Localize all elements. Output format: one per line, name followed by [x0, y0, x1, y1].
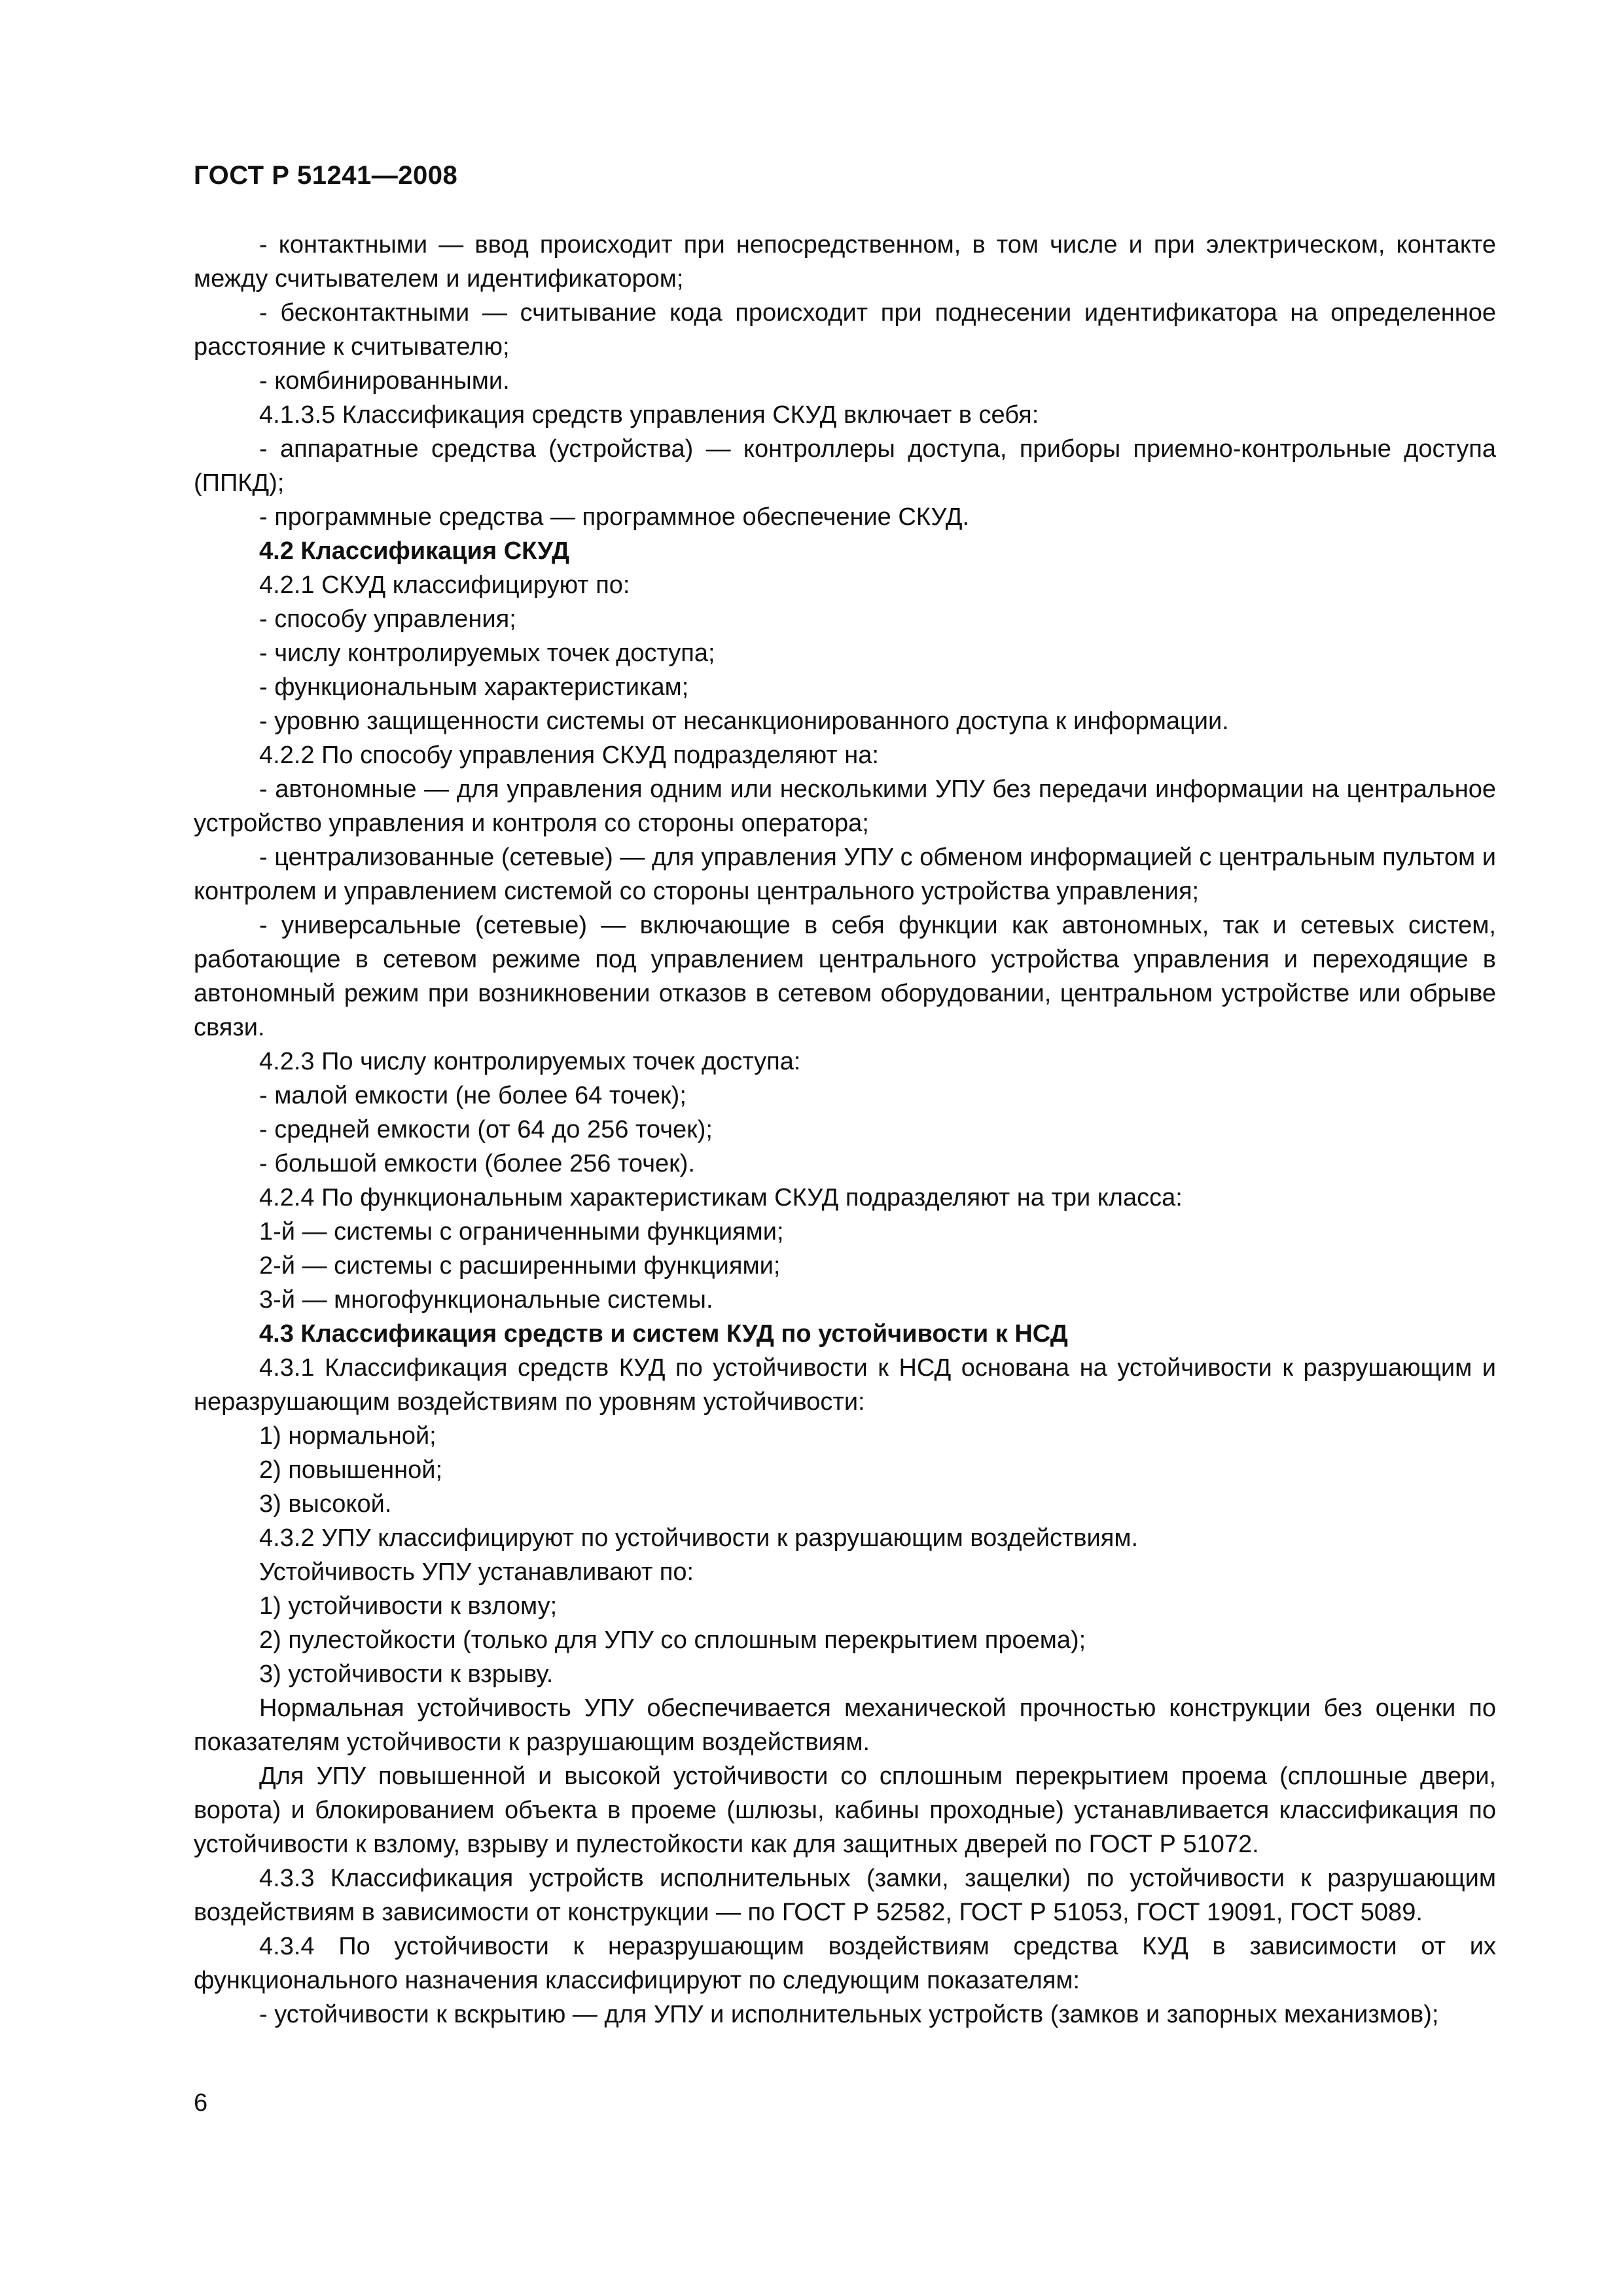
- paragraph: 4.2.3 По числу контролируемых точек доступа:: [259, 1048, 801, 1075]
- paragraph: 3-й — многофункциональные системы.: [259, 1286, 713, 1314]
- paragraph: - бесконтактными — считывание кода происходит при поднесении идентификатора на определенное расстояние к считывателю;: [194, 299, 1496, 361]
- paragraph: Устойчивость УПУ устанавливают по:: [259, 1558, 694, 1586]
- paragraph: - централизованные (сетевые) — для управления УПУ с обменом информацией с центральным пультом и контролем и управлением системой со стороны центрального устройства управления;: [194, 844, 1496, 905]
- paragraph: - малой емкости (не более 64 точек);: [259, 1082, 687, 1109]
- paragraph: - функциональным характеристикам;: [259, 673, 689, 701]
- document-body: [194, 228, 1496, 2032]
- paragraph: 1) устойчивости к взлому;: [259, 1592, 558, 1620]
- document-header: ГОСТ Р 51241—2008: [194, 161, 458, 190]
- paragraph: 4.3.1 Классификация средств КУД по устойчивости к НСД основана на устойчивости к разрушающим и неразрушающим воздействиям по уровням устойчивости:: [194, 1354, 1496, 1416]
- paragraph: 4.3.3 Классификация устройств исполнительных (замки, защелки) по устойчивости к разрушающим воздействиям в зависимости от конструкции — по ГОСТ Р 52582, ГОСТ Р 51053, ГОСТ 19091, ГОСТ 5089.: [194, 1865, 1496, 1926]
- paragraph: 1-й — системы с ограниченными функциями;: [259, 1218, 784, 1246]
- paragraph: 2-й — системы с расширенными функциями;: [259, 1252, 781, 1280]
- paragraph: - универсальные (сетевые) — включающие в себя функции как автономных, так и сетевых систем, работающие в сетевом режиме под управлением центрального устройства управления и переходящие в автономный режим при возникновении отказов в сетевом оборудовании, центральном устройстве или обрыве связи.: [194, 912, 1496, 1041]
- paragraph: 4.2.2 По способу управления СКУД подразделяют на:: [259, 742, 879, 769]
- paragraph: Для УПУ повышенной и высокой устойчивости со сплошным перекрытием проема (сплошные двери, ворота) и блокированием объекта в проеме (шлюзы, кабины проходные) устанавливается классификация по устойчивости к взлому, взрыву и пулестойкости как для защитных дверей по ГОСТ Р 51072.: [194, 1763, 1496, 1858]
- section-heading: 4.3 Классификация средств и систем КУД по устойчивости к НСД: [259, 1320, 1068, 1348]
- paragraph: - программные средства — программное обеспечение СКУД.: [259, 503, 970, 531]
- paragraph: 1) нормальной;: [259, 1422, 437, 1450]
- paragraph: - способу управления;: [259, 605, 516, 633]
- paragraph: - автономные — для управления одним или несколькими УПУ без передачи информации на центральное устройство управления и контроля со стороны оператора;: [194, 776, 1496, 837]
- section-heading: 4.2 Классификация СКУД: [259, 537, 570, 565]
- paragraph: - контактными — ввод происходит при непосредственном, в том числе и при электрическом, контакте между считывателем и идентификатором;: [194, 231, 1496, 293]
- page-number: 6: [194, 2089, 208, 2117]
- paragraph: 4.1.3.5 Классификация средств управления СКУД включает в себя:: [259, 401, 1039, 429]
- paragraph: - большой емкости (более 256 точек).: [259, 1150, 696, 1177]
- paragraph: 4.3.4 По устойчивости к неразрушающим воздействиям средства КУД в зависимости от их функционального назначения классифицируют по следующим показателям:: [194, 1933, 1496, 1994]
- paragraph: - аппаратные средства (устройства) — контроллеры доступа, приборы приемно-контрольные доступа (ППКД);: [194, 435, 1496, 497]
- paragraph: 3) высокой.: [259, 1490, 392, 1518]
- paragraph: 2) повышенной;: [259, 1456, 443, 1484]
- paragraph: - комбинированными.: [259, 367, 510, 395]
- paragraph: 4.2.4 По функциональным характеристикам СКУД подразделяют на три класса:: [259, 1184, 1183, 1211]
- paragraph: - числу контролируемых точек доступа;: [259, 639, 715, 667]
- paragraph: 2) пулестойкости (только для УПУ со сплошным перекрытием проема);: [259, 1626, 1086, 1654]
- paragraph: - уровню защищенности системы от несанкционированного доступа к информации.: [259, 708, 1229, 735]
- paragraph: 3) устойчивости к взрыву.: [259, 1660, 554, 1688]
- paragraph: - средней емкости (от 64 до 256 точек);: [259, 1116, 713, 1143]
- paragraph: - устойчивости к вскрытию — для УПУ и исполнительных устройств (замков и запорных механизмов);: [259, 2001, 1439, 2028]
- paragraph: Нормальная устойчивость УПУ обеспечивается механической прочностью конструкции без оценки по показателям устойчивости к разрушающим воздействиям.: [194, 1695, 1496, 1756]
- paragraph: 4.2.1 СКУД классифицируют по:: [259, 571, 630, 599]
- paragraph: 4.3.2 УПУ классифицируют по устойчивости к разрушающим воздействиям.: [259, 1524, 1139, 1552]
